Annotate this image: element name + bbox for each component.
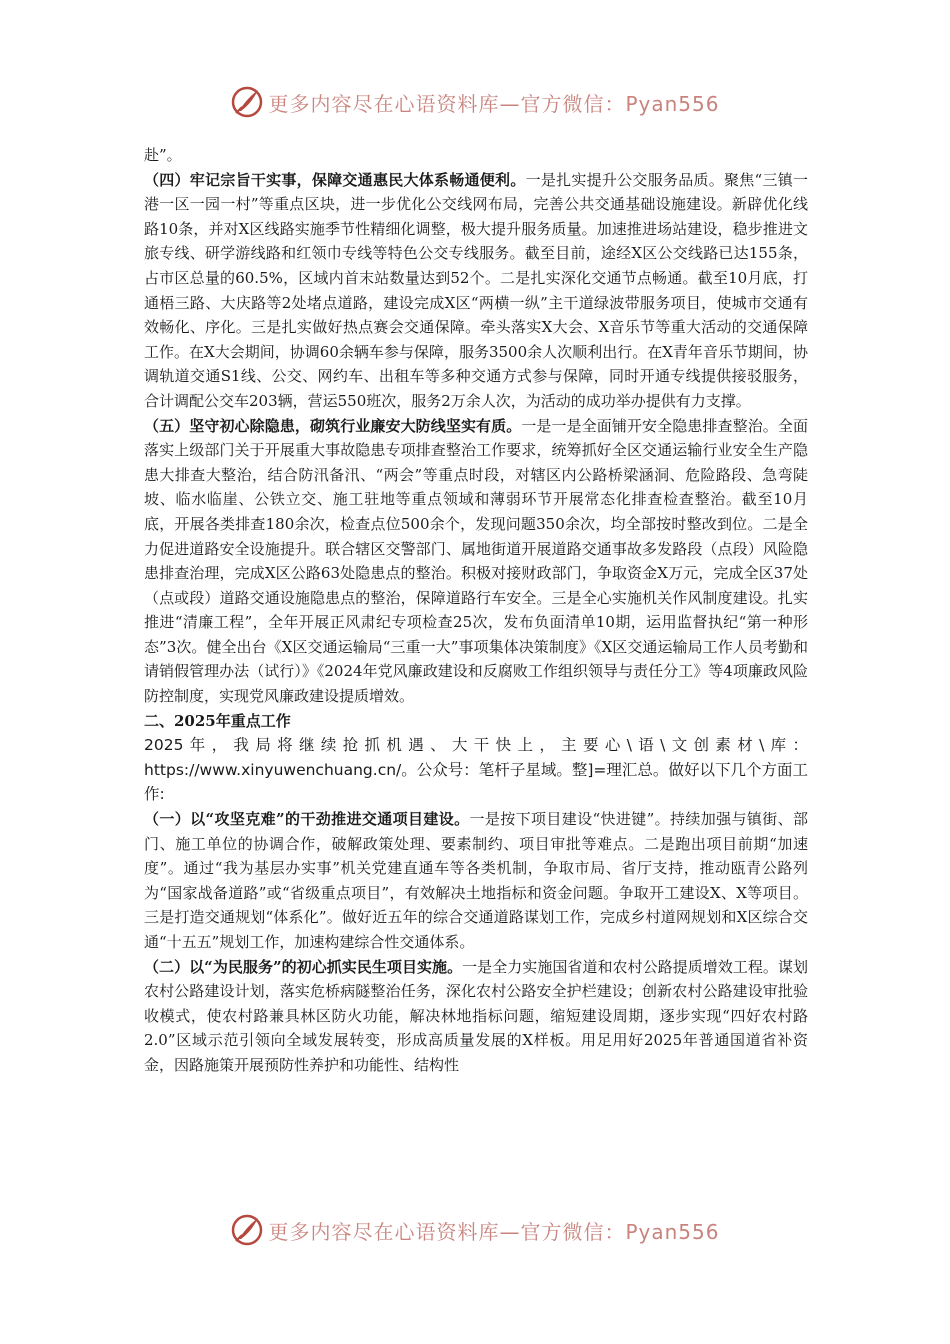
- quill-logo-icon: [230, 85, 264, 119]
- paragraph-continuation: 赴”。: [144, 146, 182, 164]
- watermark-text: 更多内容尽在心语资料库—官方微信：Pyan556: [268, 1219, 720, 1244]
- heading-2025-item-2: （二）以“为民服务”的初心抓实民生项目实施。: [144, 957, 463, 976]
- body-section-4: 一是扎实提升公交服务品质。聚焦“三镇一港一区一园一村”等重点区块，进一步优化公交线网布局，完善公共交通基础设施建设。新辟优化线路10条，并对X区线路实施季节性精细化调整，极大提升服务质量。加速推进场站建设，稳步推进文旅专线、研学游线路和红领巾专线等特色公交专线服务。截至目前，途经X区公交线路已达155条，占市区总量的60.5%，区域内首末站数量达到52个。二是扎实深化交通节点畅通。截至10月底，打通梧三路、大庆路等2处堵点道路，建设完成X区“两横一纵”主干道绿波带服务项目，使城市交通有效畅化、序化。三是扎实做好热点赛会交通保障。牵头落实X大会、X音乐节等重大活动的交通保障工作。在X大会期间，协调60余辆车参与保障，服务3500余人次顺利出行。在X青年音乐节期间，协调轨道交通S1线、公交、网约车、出租车等多种交通方式参与保障，同时开通专线提供接驳服务，合计调配公交车203辆，营运550班次，服务2万余人次，为活动的成功举办提供有力支撑。: [144, 170, 808, 410]
- watermark-text: 更多内容尽在心语资料库—官方微信：Pyan556: [268, 91, 720, 116]
- watermark-banner-top: [0, 80, 950, 124]
- paragraph-section-5: [144, 414, 808, 709]
- paragraph-intro-2025: 2025年，我局将继续抢抓机遇、大干快上，主要心\语\文创素材\库：https://www.xinyuwenchuang.cn/。公众号：笔杆子星域。整]=理汇总。做好以下几个方面工作:: [144, 736, 808, 804]
- section-heading-2025: 二、2025年重点工作: [144, 711, 291, 730]
- document-body: [144, 143, 808, 1078]
- quill-logo-icon: [230, 1213, 264, 1247]
- heading-section-5: （五）坚守初心除隐患，砌筑行业廉安大防线坚实有质。: [144, 416, 522, 435]
- heading-2025-item-1: （一）以“攻坚克难”的干劲推进交通项目建设。: [144, 810, 470, 829]
- paragraph-section-4: [144, 168, 808, 414]
- paragraph-2025-item-2: [144, 955, 808, 1078]
- watermark-banner-bottom: [0, 1208, 950, 1252]
- paragraph-2025-item-1: [144, 807, 808, 955]
- body-2025-item-1: 一是按下项目建设“快进键”。持续加强与镇街、部门、施工单位的协调合作，破解政策处理、要素制约、项目审批等难点。二是跑出项目前期“加速度”。通过“我为基层办实事”机关党建直通车等各类机制，争取市局、省厅支持，推动瓯青公路列为“国家战备道路”或“省级重点项目”，有效解决土地指标和资金问题。争取开工建设X、X等项目。三是打造交通规划“体系化”。做好近五年的综合交通道路谋划工作，完成乡村道网规划和X区综合交通“十五五”规划工作，加速构建综合性交通体系。: [144, 810, 809, 951]
- body-2025-item-2: 一是全力实施国省道和农村公路提质增效工程。谋划农村公路建设计划，落实危桥病隧整治任务，深化农村公路安全护栏建设；创新农村公路建设审批验收模式，使农村路兼具林区防火功能，解决林地指标问题，缩短建设周期，逐步实现“四好农村路2.0”区域示范引领向全域发展转变，形成高质量发展的X样板。用足用好2025年普通国道省补资金，因路施策开展预防性养护和功能性、结构性: [144, 957, 808, 1074]
- heading-section-4: （四）牢记宗旨干实事，保障交通惠民大体系畅通便利。: [144, 170, 526, 189]
- body-section-5: 一是一是全面铺开安全隐患排查整治。全面落实上级部门关于开展重大事故隐患专项排查整治工作要求，统筹抓好全区交通运输行业安全生产隐患大排查大整治，结合防汛备汛、“两会”等重点时段，对辖区内公路桥梁涵洞、危险路段、急弯陡坡、临水临崖、公铁立交、施工驻地等重点领域和薄弱环节开展常态化排查检查整治。截至10月底，开展各类排查180余次，检查点位500余个，发现问题350余次，均全部按时整改到位。二是全力促进道路安全设施提升。联合辖区交警部门、属地街道开展道路交通事故多发路段（点段）风险隐患排查治理，完成X区公路63处隐患点的整治。积极对接财政部门，争取资金X万元，完成全区37处（点或段）道路交通设施隐患点的整治，保障道路行车安全。三是全心实施机关作风制度建设。扎实推进“清廉工程”，全年开展正风肃纪专项检查25次，发布负面清单10期，运用监督执纪“第一种形态”3次。健全出台《X区交通运输局“三重一大”事项集体决策制度》《X区交通运输局工作人员考勤和请销假管理办法（试行）》《2024年党风廉政建设和反腐败工作组织领导与责任分工》等4项廉政风险防控制度，实现党风廉政建设提质增效。: [144, 416, 808, 706]
